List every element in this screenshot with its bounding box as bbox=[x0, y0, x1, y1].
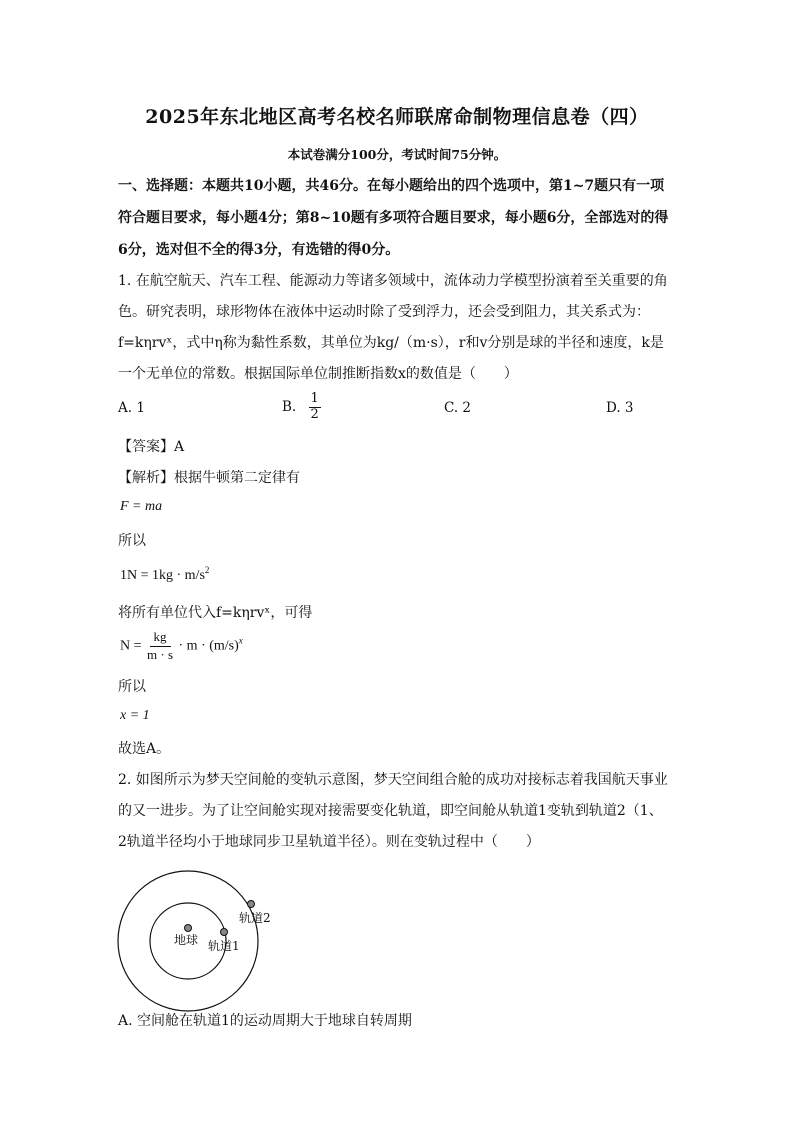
q1-stem-line-4: 一个无单位的常数。根据国际单位制推断指数x的数值是（ ） bbox=[118, 366, 518, 382]
formula-fraction-denominator: m · s bbox=[147, 646, 174, 662]
earth-label: 地球 bbox=[174, 933, 199, 947]
formula-newton-unit-main: 1N = 1kg · m/s bbox=[120, 568, 205, 583]
q1-option-c: C. 2 bbox=[444, 400, 472, 416]
spacecraft-orbit-2 bbox=[248, 901, 255, 908]
section-instructions-line-3: 6分，选对但不全的得3分，有选错的得0分。 bbox=[118, 242, 400, 258]
formula-fraction bbox=[147, 629, 173, 664]
q2-stem-line-3: 2轨道半径均小于地球同步卫星轨道半径）。则在变轨过程中（ ） bbox=[118, 834, 540, 850]
spacecraft-orbit-1 bbox=[221, 929, 228, 936]
formula-result: x = 1 bbox=[120, 708, 150, 723]
formula-exponent: 2 bbox=[204, 565, 210, 575]
q1-option-b bbox=[282, 392, 321, 423]
q1-stem-line-1: 1. 在航空航天、汽车工程、能源动力等诸多领域中，流体动力学模型扮演着至关重要的角 bbox=[118, 273, 668, 289]
page-title: 2025年东北地区高考名校名师联席命制物理信息卷（四） bbox=[145, 106, 649, 128]
q1-substitute: 将所有单位代入f=kηrvˣ，可得 bbox=[118, 605, 313, 621]
formula-newton-unit bbox=[120, 565, 209, 584]
section-instructions-line-2: 符合题目要求，每小题4分；第8~10题有多项符合题目要求，每小题6分，全部选对的得 bbox=[118, 210, 669, 226]
formula-exponent-x: x bbox=[238, 635, 243, 646]
q1-stem-line-2: 色。研究表明，球形物体在液体中运动时除了受到浮力，还会受到阻力，其关系式为： bbox=[118, 304, 650, 320]
q1-conclusion: 故选A。 bbox=[118, 741, 171, 757]
analysis-text: 根据牛顿第二定律有 bbox=[174, 470, 300, 486]
q2-stem-line-1: 2. 如图所示为梦天空间舱的变轨示意图，梦天空间组合舱的成功对接标志着我国航天事业 bbox=[118, 772, 668, 788]
formula-fraction-numerator: kg bbox=[150, 629, 171, 647]
q1-stem-line-3: f=kηrvˣ，式中η称为黏性系数，其单位为kg/（m·s），r和v分别是球的半径和速度，k是 bbox=[118, 335, 664, 351]
fraction-numerator: 1 bbox=[310, 391, 319, 406]
q1-analysis-intro bbox=[118, 467, 300, 487]
q2-stem-line-2: 的又一进步。为了让空间舱实现对接需要变化轨道，即空间舱从轨道1变轨到轨道2（1、 bbox=[118, 803, 663, 819]
q1-option-d: D. 3 bbox=[606, 400, 634, 416]
formula-unit-substitution bbox=[120, 629, 243, 664]
formula-newton: F = ma bbox=[120, 499, 163, 514]
orbit-2-label: 轨道2 bbox=[239, 911, 271, 925]
earth-dot bbox=[185, 925, 192, 932]
analysis-label: 【解析】 bbox=[118, 470, 174, 486]
q1-answer: 【答案】A bbox=[118, 439, 185, 455]
q1-option-a: A. 1 bbox=[118, 400, 145, 416]
orbit-diagram bbox=[112, 864, 282, 1014]
q1-so-1: 所以 bbox=[118, 533, 146, 549]
orbit-1-label: 轨道1 bbox=[208, 939, 240, 953]
fraction-denominator: 2 bbox=[310, 406, 319, 422]
q1-so-2: 所以 bbox=[118, 679, 146, 695]
q1-option-b-fraction bbox=[309, 392, 321, 423]
exam-info: 本试卷满分100分，考试时间75分钟。 bbox=[287, 147, 507, 162]
q1-option-b-label: B. bbox=[282, 398, 297, 415]
q2-option-a: A. 空间舱在轨道1的运动周期大于地球自转周期 bbox=[118, 1013, 412, 1029]
formula-lhs: N = bbox=[120, 638, 142, 654]
formula-rest: · m · (m/s) bbox=[178, 638, 239, 654]
section-instructions-line-1: 一、选择题：本题共10小题，共46分。在每小题给出的四个选项中，第1~7题只有一项 bbox=[118, 178, 665, 194]
